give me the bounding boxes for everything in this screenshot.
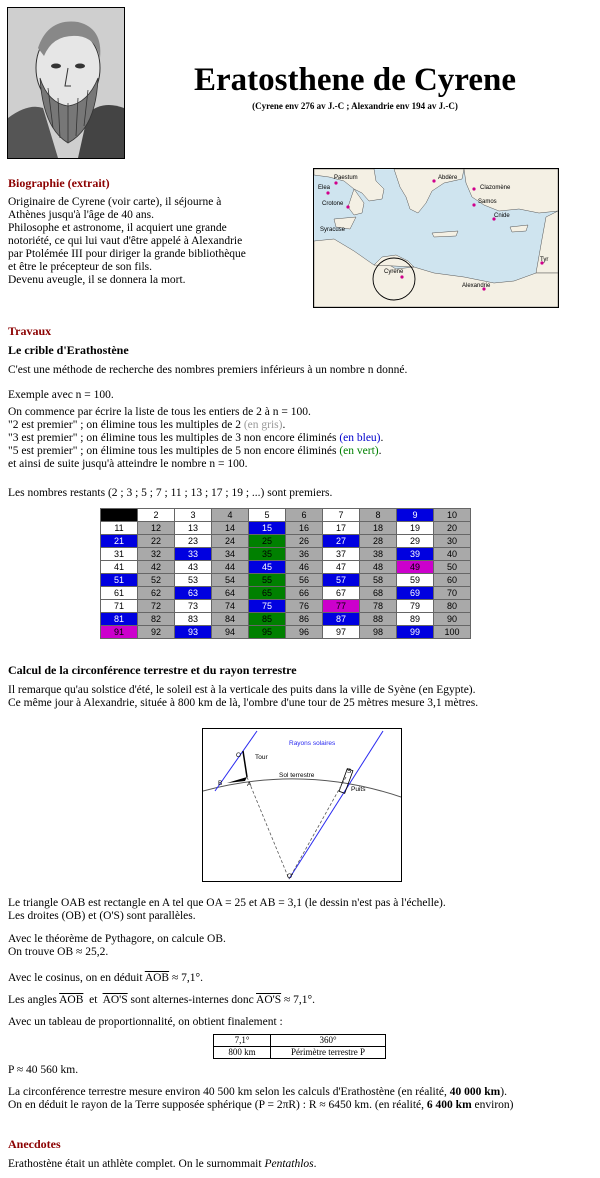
map-label-syracuse: Syracuse — [320, 227, 346, 233]
table-cell: 45 — [249, 561, 286, 574]
table-cell: 55 — [249, 574, 286, 587]
table-cell: 88 — [360, 613, 397, 626]
table-cell: 35 — [249, 548, 286, 561]
table-cell: 17 — [323, 522, 360, 535]
mediterranean-map — [313, 168, 559, 308]
map-label-cnide: Cnide — [494, 213, 510, 219]
label-b: B — [218, 780, 223, 787]
angle-aob: $\overline{AOB}$ — [59, 994, 84, 1006]
label-tour: Tour — [255, 754, 268, 761]
table-cell: 46 — [286, 561, 323, 574]
table-cell: 57 — [323, 574, 360, 587]
table-cell: 12 — [138, 522, 175, 535]
table-cell: 6 — [286, 509, 323, 522]
table-cell: 2 — [138, 509, 175, 522]
table-row — [101, 561, 471, 574]
table-cell: 60 — [434, 574, 471, 587]
map-label-cyrene: Cyrene — [384, 269, 404, 275]
map-label-samos: Samos — [478, 199, 497, 205]
step-line: et ainsi de suite jusqu'à atteindre le nombre n = 100. — [8, 458, 248, 470]
table-cell: 42 — [138, 561, 175, 574]
label-puits: Puits — [351, 786, 366, 793]
table-cell: 65 — [249, 587, 286, 600]
step-line: "3 est premier" ; on élimine tous les multiples de 3 non encore éliminés (en bleu). — [8, 432, 384, 444]
table-cell: 52 — [138, 574, 175, 587]
portrait-image — [7, 7, 125, 159]
map-label-abdere: Abdère — [438, 175, 458, 181]
cosinus-line: Les angles $\overline{AOB}$ et AO'S sont alternes-internes donc AO'S ≈ 7,1°. — [8, 994, 316, 1006]
triangle-line: Le triangle OAB est rectangle en A tel que OA = 25 et AB = 3,1 (le dessin n'est pas à l'échelle). — [8, 897, 446, 909]
table-cell: 37 — [323, 548, 360, 561]
bio-line: Philosophe et astronome, il acquiert une grande — [8, 222, 227, 234]
blue-note: (en bleu) — [339, 432, 381, 444]
map-label-paestum: Paestum — [334, 175, 358, 181]
table-cell: 29 — [397, 535, 434, 548]
table-cell: 73 — [175, 600, 212, 613]
table-cell: 13 — [175, 522, 212, 535]
table-cell: 40 — [434, 548, 471, 561]
table-cell: 25 — [249, 535, 286, 548]
green-note: (en vert) — [339, 445, 379, 457]
table-cell: 26 — [286, 535, 323, 548]
table-row — [101, 613, 471, 626]
table-cell: 66 — [286, 587, 323, 600]
label-a: A — [247, 781, 252, 788]
table-cell: 11 — [101, 522, 138, 535]
table-cell: 8 — [360, 509, 397, 522]
biography-heading: Biographie (extrait) — [8, 176, 110, 190]
label-sol: Sol terrestre — [279, 772, 315, 779]
table-cell: 58 — [360, 574, 397, 587]
table-cell: 48 — [360, 561, 397, 574]
bio-line: Athènes jusqu'à l'âge de 40 ans. — [8, 209, 154, 221]
travaux-heading: Travaux — [8, 324, 52, 338]
conclusion-line: La circonférence terrestre mesure environ 40 500 km selon les calculs d'Erathostène (en réalité, 40 000 km). — [8, 1086, 507, 1098]
cosinus-text — [8, 972, 588, 1007]
pythagore-text — [8, 933, 588, 959]
table-cell: 16 — [286, 522, 323, 535]
table-row — [101, 509, 471, 522]
cosinus-line: Avec le cosinus, on en déduit $\overline{AOB} \approx 7,1^\circ$. — [8, 972, 204, 984]
table-cell: 3 — [175, 509, 212, 522]
table-cell: 800 km — [214, 1047, 271, 1059]
table-cell: 20 — [434, 522, 471, 535]
table-cell: 94 — [212, 626, 249, 639]
table-cell: 90 — [434, 613, 471, 626]
table-cell: 91 — [101, 626, 138, 639]
table-cell: 89 — [397, 613, 434, 626]
table-cell: 43 — [175, 561, 212, 574]
table-cell: 38 — [360, 548, 397, 561]
table-cell: 71 — [101, 600, 138, 613]
table-cell: 63 — [175, 587, 212, 600]
page-subtitle: (Cyrene env 276 av J.-C ; Alexandrie env 194 av J.-C) — [252, 101, 458, 111]
table-cell: 87 — [323, 613, 360, 626]
table-cell: 92 — [138, 626, 175, 639]
table-cell: 80 — [434, 600, 471, 613]
anecdotes-heading: Anecdotes — [8, 1137, 61, 1151]
table-cell: 79 — [397, 600, 434, 613]
table-cell: 32 — [138, 548, 175, 561]
triangle-text — [8, 897, 588, 923]
proportion-table — [213, 1034, 386, 1059]
perimeter-result: P ≈ 40 560 km. — [8, 1064, 79, 1076]
table-cell: 36 — [286, 548, 323, 561]
table-cell: 47 — [323, 561, 360, 574]
table-cell: 7 — [323, 509, 360, 522]
table-cell: 61 — [101, 587, 138, 600]
table-row — [101, 548, 471, 561]
table-cell: 28 — [360, 535, 397, 548]
proportion-intro: Avec un tableau de proportionnalité, on obtient finalement : — [8, 1016, 283, 1028]
table-cell: 97 — [323, 626, 360, 639]
table-cell: 15 — [249, 522, 286, 535]
table-cell: 78 — [360, 600, 397, 613]
table-cell: 82 — [138, 613, 175, 626]
calcul-line: Ce même jour à Alexandrie, située à 800 km de là, l'ombre d'une tour de 25 mètres mesure 3,1 mètres. — [8, 697, 479, 709]
label-rayons: Rayons solaires — [289, 740, 336, 747]
table-cell: 84 — [212, 613, 249, 626]
table-cell: 70 — [434, 587, 471, 600]
table-cell: Périmètre terrestre P — [271, 1047, 386, 1059]
table-row — [214, 1047, 386, 1059]
table-cell: 68 — [360, 587, 397, 600]
pythagore-line: On trouve OB ≈ 25,2. — [8, 946, 109, 958]
triangle-line: Les droites (OB) et (O'S) sont parallèles. — [8, 910, 196, 922]
table-cell: 24 — [212, 535, 249, 548]
crible-description: C'est une méthode de recherche des nombres premiers inférieurs à un nombre n donné. — [8, 364, 408, 376]
bio-line: notoriété, ce qui lui vaut d'être appelé à Alexandrie — [8, 235, 243, 247]
table-row — [214, 1035, 386, 1047]
table-cell: 76 — [286, 600, 323, 613]
angle-aos: AO'S — [256, 994, 282, 1006]
table-cell: 27 — [323, 535, 360, 548]
table-row — [101, 587, 471, 600]
table-cell: 33 — [175, 548, 212, 561]
table-cell: 23 — [175, 535, 212, 548]
table-cell: 100 — [434, 626, 471, 639]
table-cell: 74 — [212, 600, 249, 613]
step-line: On commence par écrire la liste de tous les entiers de 2 à n = 100. — [8, 406, 311, 418]
table-cell: 360° — [271, 1035, 386, 1047]
table-cell: 86 — [286, 613, 323, 626]
gray-note: (en gris) — [243, 419, 283, 431]
table-cell: 50 — [434, 561, 471, 574]
table-cell: 30 — [434, 535, 471, 548]
label-o: O — [236, 752, 242, 759]
table-cell: 7,1° — [214, 1035, 271, 1047]
table-cell: 18 — [360, 522, 397, 535]
pythagore-line: Avec le théorème de Pythagore, on calcule OB. — [8, 933, 226, 945]
map-label-alexandrie: Alexandrie — [462, 283, 491, 289]
calcul-heading: Calcul de la circonférence terrestre et du rayon terrestre — [8, 663, 297, 677]
map-label-elea: Elea — [318, 185, 331, 191]
table-cell: 93 — [175, 626, 212, 639]
bio-line: Originaire de Cyrene (voir carte), il séjourne à — [8, 196, 222, 208]
table-cell: 67 — [323, 587, 360, 600]
table-row — [101, 600, 471, 613]
table-cell: 21 — [101, 535, 138, 548]
bio-line: par Ptolémée III pour diriger la grande bibliothèque — [8, 248, 246, 260]
map-label-crotone: Crotone — [322, 201, 344, 207]
angle-aob: $\overline{AOB}$ — [144, 972, 170, 984]
table-cell: 72 — [138, 600, 175, 613]
step-line: "5 est premier" ; on élimine tous les multiples de 5 non encore éliminés (en vert). — [8, 445, 382, 457]
table-cell: 99 — [397, 626, 434, 639]
table-row — [101, 535, 471, 548]
step-line: "2 est premier" ; on élimine tous les multiples de 2 (en gris). — [8, 419, 286, 431]
sieve-table — [100, 508, 471, 639]
table-row — [101, 574, 471, 587]
table-cell: 77 — [323, 600, 360, 613]
table-cell: 9 — [397, 509, 434, 522]
table-cell: 64 — [212, 587, 249, 600]
biography-text — [8, 196, 308, 287]
bio-line: et être le précepteur de son fils. — [8, 261, 153, 273]
table-cell: 96 — [286, 626, 323, 639]
table-cell: 81 — [101, 613, 138, 626]
table-cell: 41 — [101, 561, 138, 574]
table-cell: 31 — [101, 548, 138, 561]
bio-line: Devenu aveugle, il se donnera la mort. — [8, 274, 186, 286]
table-cell: 22 — [138, 535, 175, 548]
angle-aos: AO'S — [102, 994, 128, 1006]
earth-diagram — [202, 728, 402, 882]
table-cell: 75 — [249, 600, 286, 613]
conclusion-line: On en déduit le rayon de la Terre supposée sphérique (P = 2πR) : R ≈ 6450 km. (en réalité, 6 400 km environ) — [8, 1099, 514, 1111]
table-cell: 14 — [212, 522, 249, 535]
map-label-tyr: Tyr — [540, 257, 549, 263]
table-cell: 19 — [397, 522, 434, 535]
table-cell: 54 — [212, 574, 249, 587]
anecdotes-text: Erathostène était un athlète complet. On le surnommait Pentathlos. — [8, 1158, 317, 1170]
sieve-steps — [8, 406, 588, 471]
page-title: Eratosthene de Cyrene — [193, 62, 516, 98]
table-row — [101, 522, 471, 535]
table-cell: 5 — [249, 509, 286, 522]
table-cell: 53 — [175, 574, 212, 587]
table-cell: 59 — [397, 574, 434, 587]
table-cell: 83 — [175, 613, 212, 626]
table-row — [101, 626, 471, 639]
table-cell: 69 — [397, 587, 434, 600]
example-intro: Exemple avec n = 100. — [8, 389, 114, 401]
sieve-result: Les nombres restants (2 ; 3 ; 5 ; 7 ; 11 ; 13 ; 17 ; 19 ; ...) sont premiers. — [8, 487, 333, 499]
calcul-text — [8, 684, 588, 710]
map-label-clazomene: Clazomène — [480, 185, 511, 191]
table-cell — [101, 509, 138, 522]
table-cell: 4 — [212, 509, 249, 522]
calcul-line: Il remarque qu'au solstice d'été, le soleil est à la verticale des puits dans la ville de Syène (en Egypte). — [8, 684, 476, 696]
label-oprime: O' — [287, 873, 294, 880]
table-cell: 10 — [434, 509, 471, 522]
crible-heading: Le crible d'Erathostène — [8, 343, 129, 357]
table-cell: 49 — [397, 561, 434, 574]
table-cell: 56 — [286, 574, 323, 587]
table-cell: 85 — [249, 613, 286, 626]
table-cell: 39 — [397, 548, 434, 561]
table-cell: 34 — [212, 548, 249, 561]
table-cell: 95 — [249, 626, 286, 639]
conclusion-text — [8, 1086, 598, 1112]
table-cell: 44 — [212, 561, 249, 574]
table-cell: 62 — [138, 587, 175, 600]
table-cell: 51 — [101, 574, 138, 587]
table-cell: 98 — [360, 626, 397, 639]
label-s: S — [347, 768, 352, 775]
